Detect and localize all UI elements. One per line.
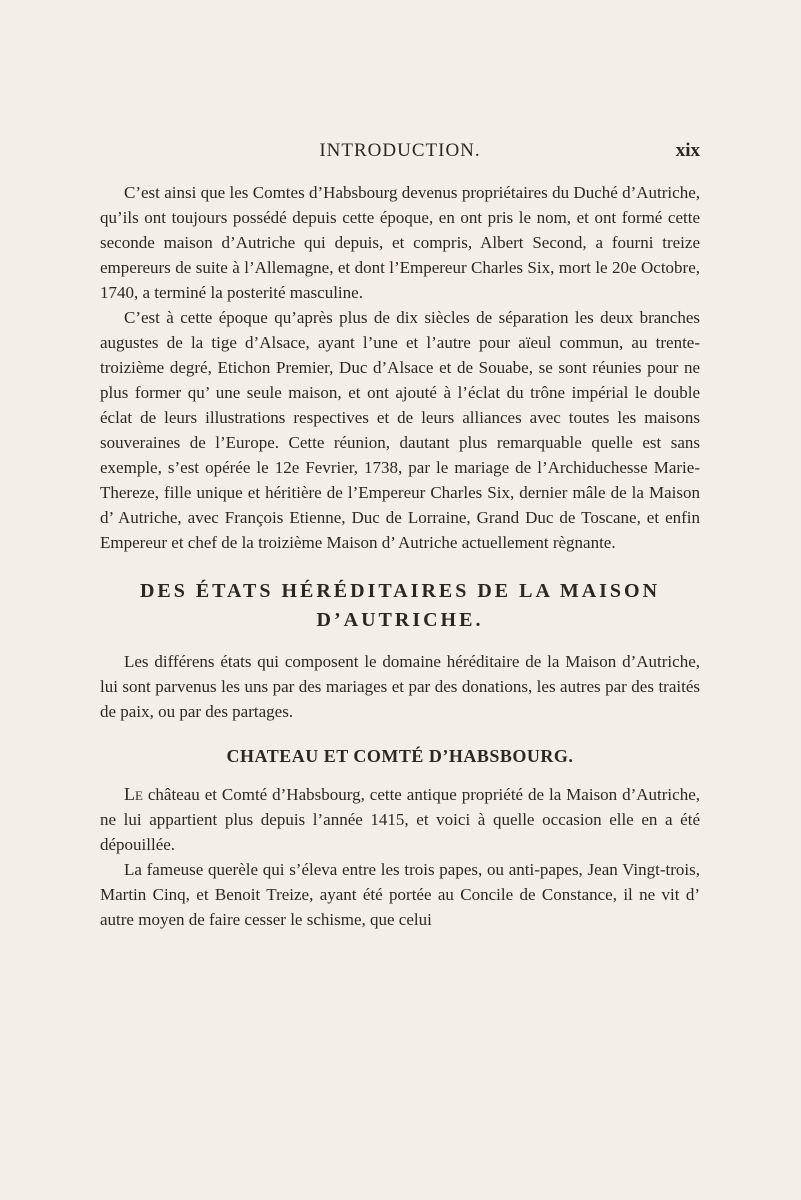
paragraph-chateau-text: château et Comté d’Habsbourg, cette antique propriété de la Maison d’Autriche, ne lui appartient plus depuis l’année 1415, et voici à quelle occasion elle en a été dépouillée. <box>100 785 700 854</box>
section-intro: Les différens états qui composent le domaine héréditaire de la Maison d’Autriche, lui sont parvenus les uns par des mariages et par des donations, les autres par des traités de paix, ou par des partages. <box>100 652 700 721</box>
paragraph-lead: Le <box>124 784 143 804</box>
body-text <box>100 180 700 932</box>
paragraph-schisme: La fameuse querèle qui s’éleva entre les trois papes, ou anti-papes, Jean Vingt-trois, Martin Cinq, et Benoit Treize, ayant été portée au Concile de Constance, il ne vit d’ autre moyen de faire cesser le schisme, que celui <box>100 860 700 929</box>
section-heading-line2: D’AUTRICHE. <box>316 609 484 631</box>
page-number: xix <box>675 140 700 161</box>
paragraph-habsbourg-dukes: C’est ainsi que les Comtes d’Habsbourg devenus propriétaires du Duché d’Autriche, qu’ils ont toujours possédé depuis cette époque, en ont pris le nom, et ont formé cette seconde maison d’Autriche qui depuis, et compris, Albert Second, a fourni treize empereurs de suite à l’Allemagne, et dont l’Empereur Charles Six, mort le 20e Octobre, 1740, a terminé la posterité masculine. <box>100 183 700 302</box>
running-title: INTRODUCTION. <box>319 140 481 161</box>
subsection-heading: CHATEAU ET COMTÉ D’HABSBOURG. <box>226 746 574 766</box>
section-heading-line1: DES ÉTATS HÉRÉDITAIRES DE LA MAISON <box>139 580 661 602</box>
section-heading <box>100 577 700 635</box>
running-head <box>100 140 700 172</box>
paragraph-chateau <box>100 782 700 857</box>
paragraph-reunion: C’est à cette époque qu’après plus de dix siècles de séparation les deux branches augustes de la tige d’Alsace, ayant l’une et l’autre pour aïeul commun, au trente-troizième degré, Etichon Premier, Duc d’Alsace et de Souabe, se sont réunies pour ne plus former qu’ une seule maison, et ont ajouté à l’éclat du trône impérial le double éclat de leurs illustrations respectives et de leurs alliances avec toutes les maisons souveraines de l’Europe. Cette réunion, dautant plus remarquable quelle est sans exemple, s’est opérée le 12e Fevrier, 1738, par le mariage de l’Archiduchesse Marie-Thereze, fille unique et héritière de l’Empereur Charles Six, dernier mâle de la Maison d’ Autriche, avec François Etienne, Duc de Lorraine, Grand Duc de Toscane, et enfin Empereur et chef de la troizième Maison d’ Autriche actuellement règnante. <box>100 308 700 552</box>
